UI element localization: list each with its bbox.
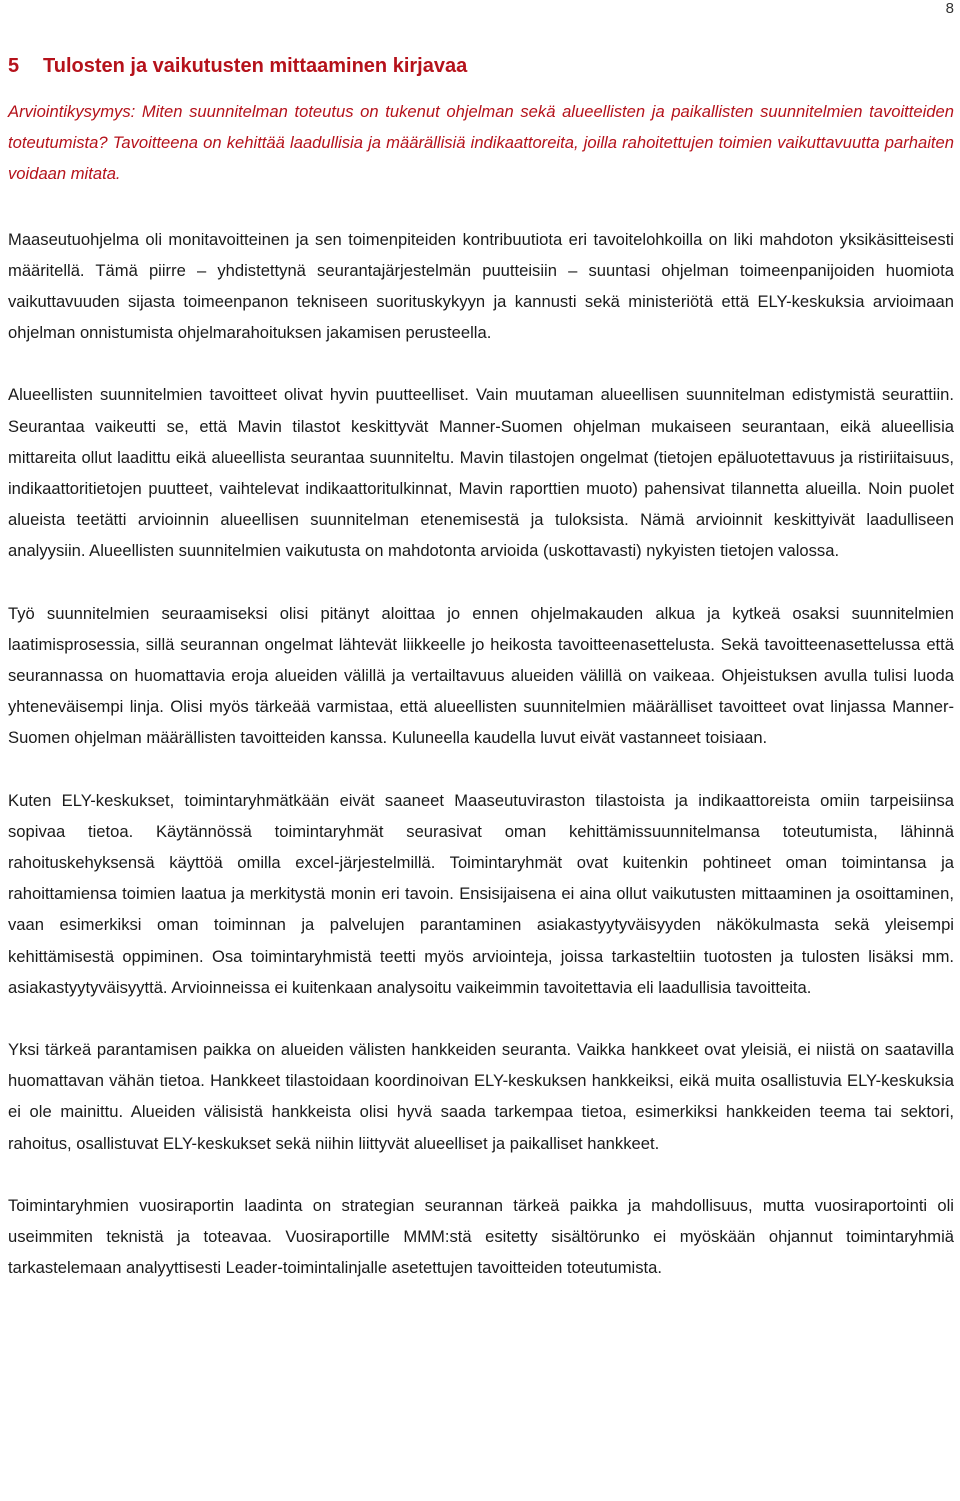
section-heading xyxy=(8,50,954,82)
paragraph-4: Kuten ELY-keskukset, toimintaryhmätkään eivät saaneet Maaseutuviraston tilastoista ja indikaattoreista omiin tarpeisiinsa sopivaa tietoa. Käytännössä toimintaryhmät seurasivat oman kehittämissuunnitelmansa toteutumista, lähinnä rahoituskehyksensä käyttöä omilla excel-järjestelmillä. Toimintaryhmät ovat kuitenkin pohtineet oman toimintansa ja rahoittamiensa toimien laatua ja merkitystä monin eri tavoin. Ensisijaisena ei aina ollut vaikutusten mittaaminen ja osoittaminen, vaan esimerkiksi oman toiminnan ja palvelujen parantaminen asiakastyytyväisyyden näkökulmasta sekä yleisempi kehittämisestä oppiminen. Osa toimintaryhmistä teetti myös arviointeja, joissa tarkasteltiin tuotosten ja tulosten lisäksi mm. asiakastyytyväisyyttä. Arvioinneissa ei kuitenkaan analysoitu vaikeimmin tavoitettavia eli laadullisia tavoitteita. xyxy=(8,790,954,997)
paragraph-5: Yksi tärkeä parantamisen paikka on alueiden välisten hankkeiden seuranta. Vaikka hankkeet ovat yleisiä, ei niistä on saatavilla huomattavan vähän tietoa. Hankkeet tilastoidaan koordinoivan ELY-keskuksen hankkeiksi, eikä muita osallistuvia ELY-keskuksia ei ole mainittu. Alueiden välisistä hankkeista olisi hyvä saada tarkempaa tietoa, esimerkiksi hankkeiden teema tai sektori, rahoitus, osallistuvat ELY-keskukset sekä niihin liittyvät alueelliset ja paikalliset hankkeet. xyxy=(8,1040,954,1153)
paragraph-2: Alueellisten suunnitelmien tavoitteet olivat hyvin puutteelliset. Vain muutaman alueellisen suunnitelman edistymistä seurattiin. Seurantaa vaikeutti se, että Mavin tilastot keskittyvät Manner-Suomen ohjelman mukaiseen seurantaan, eikä alueellisia mittareita ollut laadittu eikä alueellista seurantaa suunniteltu. Mavin tilastojen ongelmat (tietojen epäluotettavuus ja ristiriitaisuus, indikaattoritietojen puutteet, vaihtelevat indikaattoritulkinnat, Mavin raporttien muoto) pahensivat tilannetta alueilla. Noin puolet alueista teetätti arvioinnin alueellisen suunnitelman etenemisestä ja tuloksista. Nämä arvioinnit keskittyivät laadulliseen analyysiin. Alueellisten suunnitelmien vaikutusta on mahdotonta arvioida (uskottavasti) nykyisten tietojen valossa. xyxy=(8,385,954,561)
paragraph-6: Toimintaryhmien vuosiraportin laadinta on strategian seurannan tärkeä paikka ja mahdollisuus, mutta vuosiraportointi oli useimmiten teknistä ja toteavaa. Vuosiraportille MMM:stä esitetty sisältörunko ei myöskään ohjannut toimintaryhmiä tarkastelemaan analyyttisesti Leader-toimintalinjalle asetettujen tavoitteiden toteutumista. xyxy=(8,1195,954,1278)
page-number: 8 xyxy=(945,0,954,17)
paragraph-1: Maaseutuohjelma oli monitavoitteinen ja sen toimenpiteiden kontribuutiota eri tavoitelohkoilla on liki mahdoton yksikäsitteisesti määritellä. Tämä piirre – yhdistettynä seurantajärjestelmän puutteisiin – suuntasi ohjelman toimeenpanijoiden huomiota vaikuttavuuden sijasta toimeenpanon tekniseen suorituskykyyn ja kannusti sekä ministeriötä että ELY-keskuksia arvioimaan ohjelman onnistumista ohjelmarahoituksen jakamisen perusteella. xyxy=(8,229,954,343)
section-title: Tulosten ja vaikutusten mittaaminen kirjavaa xyxy=(43,55,468,77)
section-number: 5 xyxy=(8,55,20,77)
document-body xyxy=(8,50,954,1315)
paragraph-3: Työ suunnitelmien seuraamiseksi olisi pitänyt aloittaa jo ennen ohjelmakauden alkua ja kytkeä osaksi suunnitelmien laatimisprosessia, sillä seurannan ongelmat lähtevät liikkeelle jo heikosta tavoitteenasettelusta. Sekä tavoitteenasettelussa että seurannassa on huomattavia eroja alueiden välillä ja vertailtavuus alueiden välillä on vaikeaa. Ohjeistuksen avulla tulisi luoda yhteneväisempi linja. Olisi myös tärkeää varmistaa, että alueellisten suunnitelmien määrälliset tavoitteet ovat linjassa Manner-Suomen ohjelman määrällisten tavoitteiden kanssa. Kuluneella kaudella luvut eivät vastanneet toisiaan. xyxy=(8,603,954,748)
evaluation-question: Arviointikysymys: Miten suunnitelman toteutus on tukenut ohjelman sekä alueellisten ja paikallisten suunnitelmien tavoitteiden toteutumista? Tavoitteena on kehittää laadullisia ja määrällisiä indikaattoreita, joilla rahoitettujen toimien vaikuttavuutta parhaiten voidaan mitata. xyxy=(8,102,954,184)
